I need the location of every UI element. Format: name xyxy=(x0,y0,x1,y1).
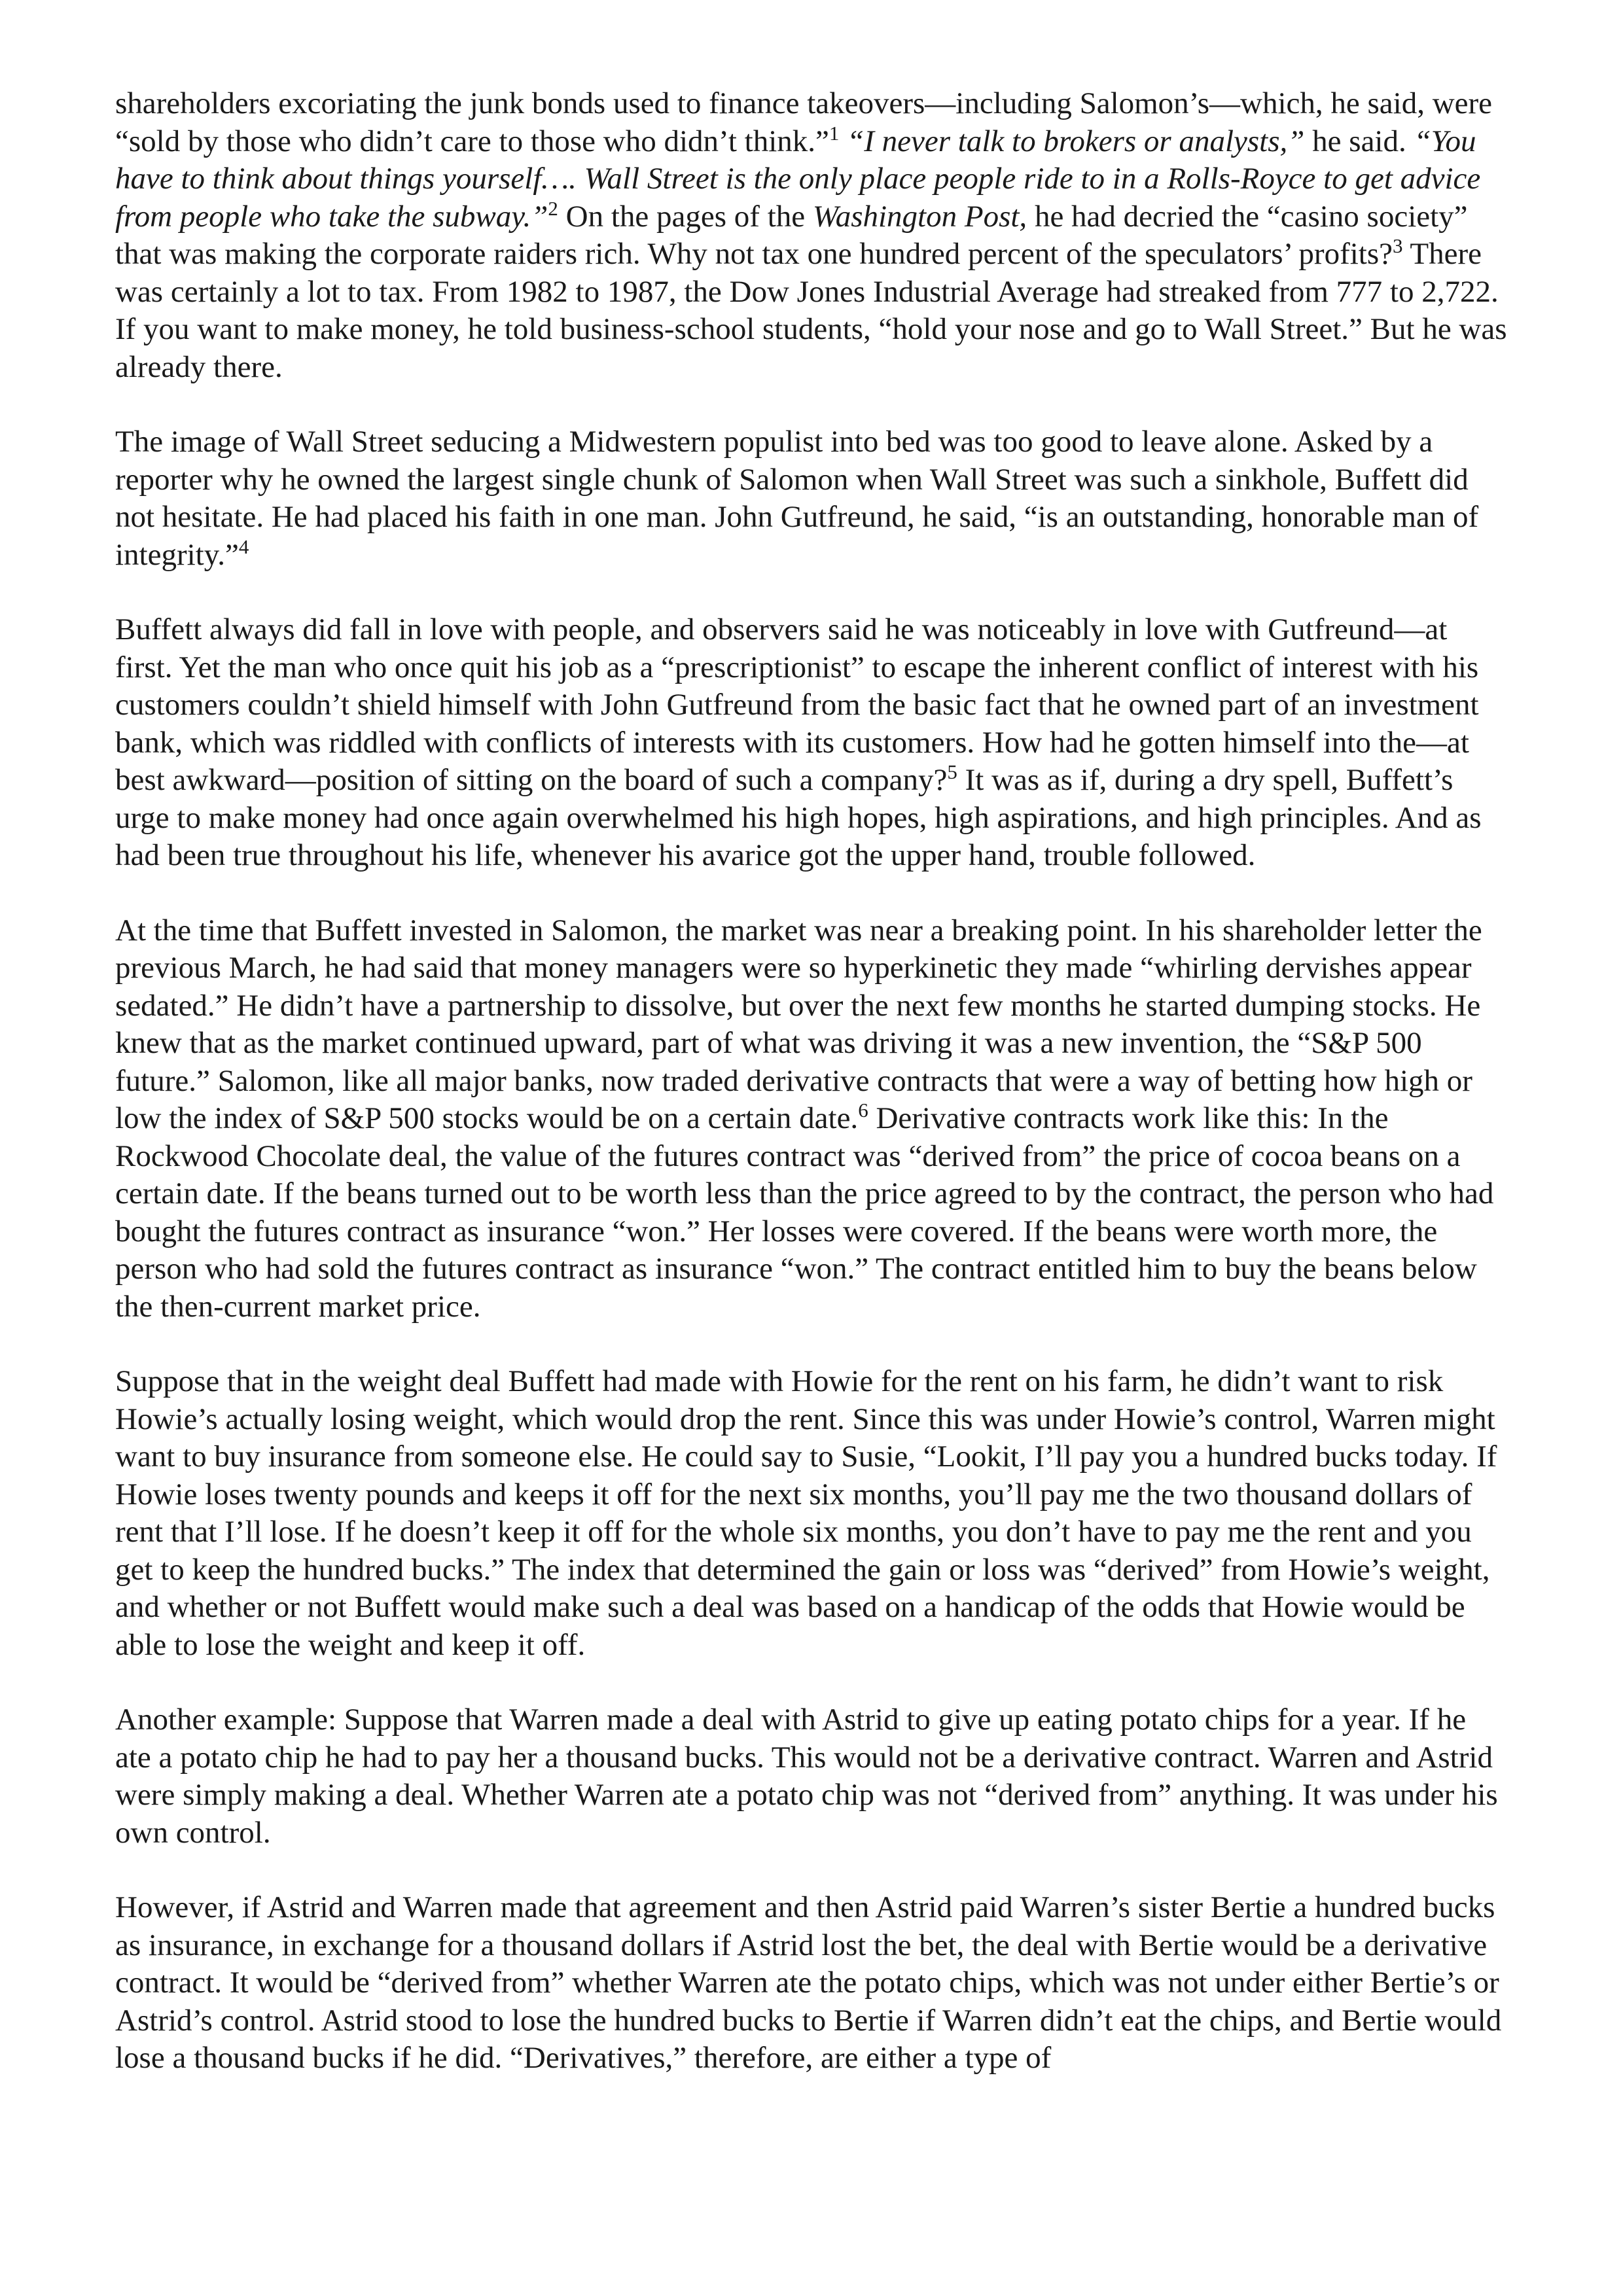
paragraph-7 xyxy=(115,1889,1508,2077)
text-run: At the time that Buffett invested in Salomon, the market was near a breaking point. In his shareholder letter the previous March, he had said that money managers were so hyperkinetic they made “whirling dervishes appear sedated.” He didn’t have a partnership to dissolve, but over the next few months he started dumping stocks. He knew that as the market continued upward, part of what was driving it was a new invention, the “S&P 500 future.” Salomon, like all major banks, now traded derivative contracts that were a way of betting how high or low the index of S&P 500 stocks would be on a certain date. xyxy=(115,913,1482,1135)
text-run: On the pages of the xyxy=(558,199,813,234)
text-run: he said. xyxy=(1304,124,1414,158)
italic-quote: “I never talk to brokers or analysts,” xyxy=(847,124,1305,158)
text-run: Suppose that in the weight deal Buffett had made with Howie for the rent on his farm, he didn’t want to risk Howie’s actually losing weight, which would drop the rent. Since this was under Howie’s control, Warren might want to buy insurance from someone else. He could say to Susie, “Lookit, I’ll pay you a hundred bucks today. If Howie loses twenty pounds and keeps it off for the next six months, you’ll pay me the two thousand dollars of rent that I’ll lose. If he doesn’t keep it off for the whole six months, you don’t have to pay me the rent and you get to keep the hundred bucks.” The index that determined the gain or loss was “derived” from Howie’s weight, and whether or not Buffett would make such a deal was based on a handicap of the odds that Howie would be able to lose the weight and keep it off. xyxy=(115,1364,1497,1662)
paragraph-3 xyxy=(115,611,1508,875)
text-run: It was as if, during a dry spell, Buffett’s urge to make money had once again overwhelmed his high hopes, high aspirations, and high principles. And as had been true throughout his life, whenever his avarice got the upper hand, trouble followed. xyxy=(115,763,1482,872)
text-run: shareholders excoriating the junk bonds used to finance takeovers—including Salomon’s—which, he said, were “sold by those who didn’t care to those who didn’t think.” xyxy=(115,86,1493,158)
text-run: There was certainly a lot to tax. From 1982 to 1987, the Dow Jones Industrial Average had streaked from 777 to 2,722. If you want to make money, he told business-school students, “hold your nose and go to Wall Street.” But he was already there. xyxy=(115,237,1507,384)
paragraph-2 xyxy=(115,423,1508,574)
italic-quote: “You have to think about things yourself…. Wall Street is the only place people ride to in a Rolls-Royce to get advice from people who take the subway.” xyxy=(115,124,1481,234)
footnote-ref-1[interactable]: 1 xyxy=(829,121,840,145)
italic-title: Washington Post, xyxy=(812,199,1027,234)
paragraph-6 xyxy=(115,1701,1508,1852)
footnote-ref-3[interactable]: 3 xyxy=(1393,234,1403,257)
document-page xyxy=(115,85,1508,2077)
paragraph-4 xyxy=(115,912,1508,1326)
footnote-ref-4[interactable]: 4 xyxy=(238,535,249,558)
text-run: The image of Wall Street seducing a Midwestern populist into bed was too good to leave alone. Asked by a reporter why he owned the largest single chunk of Salomon when Wall Street was such a sinkhole, Buffett did not hesitate. He had placed his faith in one man. John Gutfreund, he said, “is an outstanding, honorable man of integrity.” xyxy=(115,425,1479,572)
text-run xyxy=(839,124,847,158)
text-run: However, if Astrid and Warren made that agreement and then Astrid paid Warren’s sister Bertie a hundred bucks as insurance, in exchange for a thousand dollars if Astrid lost the bet, the deal with Bertie would be a derivative contract. It would be “derived from” whether Warren ate the potato chips, which was not under either Bertie’s or Astrid’s control. Astrid stood to lose the hundred bucks to Bertie if Warren didn’t eat the chips, and Bertie would lose a thousand bucks if he did. “Derivatives,” therefore, are either a type of xyxy=(115,1890,1502,2075)
paragraph-5 xyxy=(115,1363,1508,1664)
text-run: Buffett always did fall in love with people, and observers said he was noticeably in love with Gutfreund—at first. Yet the man who once quit his job as a “prescriptionist” to escape the inherent conflict of interest with his customers couldn’t shield himself with John Gutfreund from the basic fact that he owned part of an investment bank, which was riddled with conflicts of interests with its customers. How had he gotten himself into the—at best awkward—position of sitting on the board of such a company? xyxy=(115,612,1479,797)
text-run: Derivative contracts work like this: In the Rockwood Chocolate deal, the value of the futures contract was “derived from” the price of cocoa beans on a certain date. If the beans turned out to be worth less than the price agreed to by the contract, the person who had bought the futures contract as insurance “won.” Her losses were covered. If the beans were worth more, the person who had sold the futures contract as insurance “won.” The contract entitled him to buy the beans below the then-current market price. xyxy=(115,1101,1494,1324)
text-run: he had decried the “casino society” that was making the corporate raiders rich. Why not tax one hundred percent of the speculators’ profits? xyxy=(115,199,1468,271)
text-run: Another example: Suppose that Warren made a deal with Astrid to give up eating potato chips for a year. If he ate a potato chip he had to pay her a thousand bucks. This would not be a derivative contract. Warren and Astrid were simply making a deal. Whether Warren ate a potato chip was not “derived from” anything. It was under his own control. xyxy=(115,1703,1498,1850)
footnote-ref-5[interactable]: 5 xyxy=(947,760,957,783)
paragraph-1 xyxy=(115,85,1508,386)
footnote-ref-6[interactable]: 6 xyxy=(858,1099,868,1122)
footnote-ref-2[interactable]: 2 xyxy=(548,196,558,220)
